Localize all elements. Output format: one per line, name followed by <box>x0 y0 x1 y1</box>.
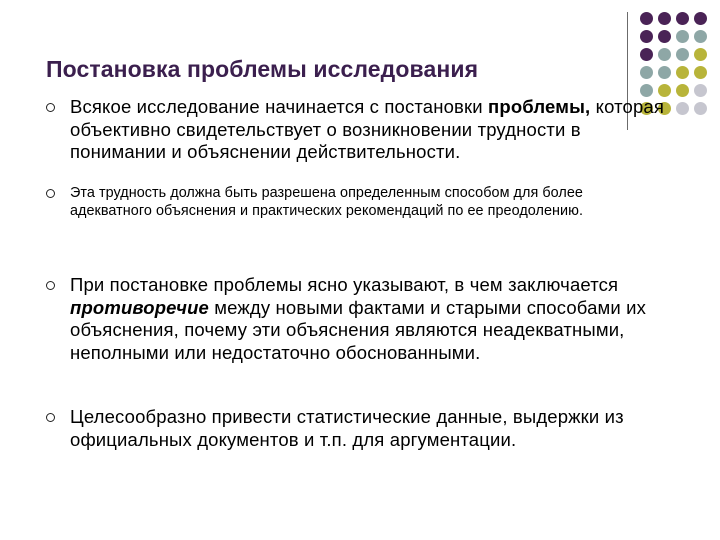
bullet-text-bold: проблемы, <box>488 96 591 117</box>
bullet-marker-icon <box>46 189 55 198</box>
bullet-item <box>46 184 666 220</box>
bullet-text-part: Всякое исследование начинается с постановки <box>70 96 489 117</box>
bullet-text-part: Эта трудность должна быть разрешена определенным способом для более адекватного объяснения и практических рекомендаций по ее преодолению. <box>70 185 583 219</box>
bullet-text <box>70 274 666 364</box>
decor-dot <box>658 30 671 43</box>
decor-dot <box>694 66 707 79</box>
bullet-text-part: которая объективно свидетельствует о возникновении трудности в понимании и объяснении действительности. <box>70 96 665 162</box>
decor-dot <box>640 48 653 61</box>
decor-dot <box>676 84 689 97</box>
decor-dot <box>658 48 671 61</box>
bullet-marker-icon <box>46 413 55 422</box>
decor-dot <box>676 30 689 43</box>
bullet-text-part: При постановке проблемы ясно указывают, в чем заключается <box>70 274 619 295</box>
decor-dot <box>694 48 707 61</box>
decor-dot <box>676 102 689 115</box>
decor-dot <box>676 48 689 61</box>
decor-dot <box>694 102 707 115</box>
decor-dot <box>676 66 689 79</box>
bullet-text <box>70 96 666 164</box>
decor-dot <box>694 30 707 43</box>
bullet-marker-icon <box>46 281 55 290</box>
decor-dot <box>694 84 707 97</box>
decor-dot <box>658 66 671 79</box>
decor-dot <box>676 12 689 25</box>
bullet-text-part: между новыми фактами и старыми способами их объяснения, почему эти объяснения являются неадекватными, неполными или недостаточно обоснованными. <box>70 296 647 363</box>
bullet-text-part: Целесообразно привести статистические данные, выдержки из официальных документов и т.п. для аргументации. <box>70 406 624 450</box>
bullet-text <box>70 184 666 220</box>
bullet-text-emphasis: противоречие <box>70 296 209 318</box>
decor-dot <box>694 12 707 25</box>
bullet-text <box>70 406 666 451</box>
decor-dot <box>658 12 671 25</box>
slide-title: Постановка проблемы исследования <box>46 56 479 82</box>
bullet-item <box>46 96 666 164</box>
decor-dot <box>640 30 653 43</box>
bullet-item <box>46 274 666 364</box>
decor-dot <box>640 66 653 79</box>
decor-dot <box>640 12 653 25</box>
bullet-item <box>46 406 666 451</box>
bullet-marker-icon <box>46 103 55 112</box>
